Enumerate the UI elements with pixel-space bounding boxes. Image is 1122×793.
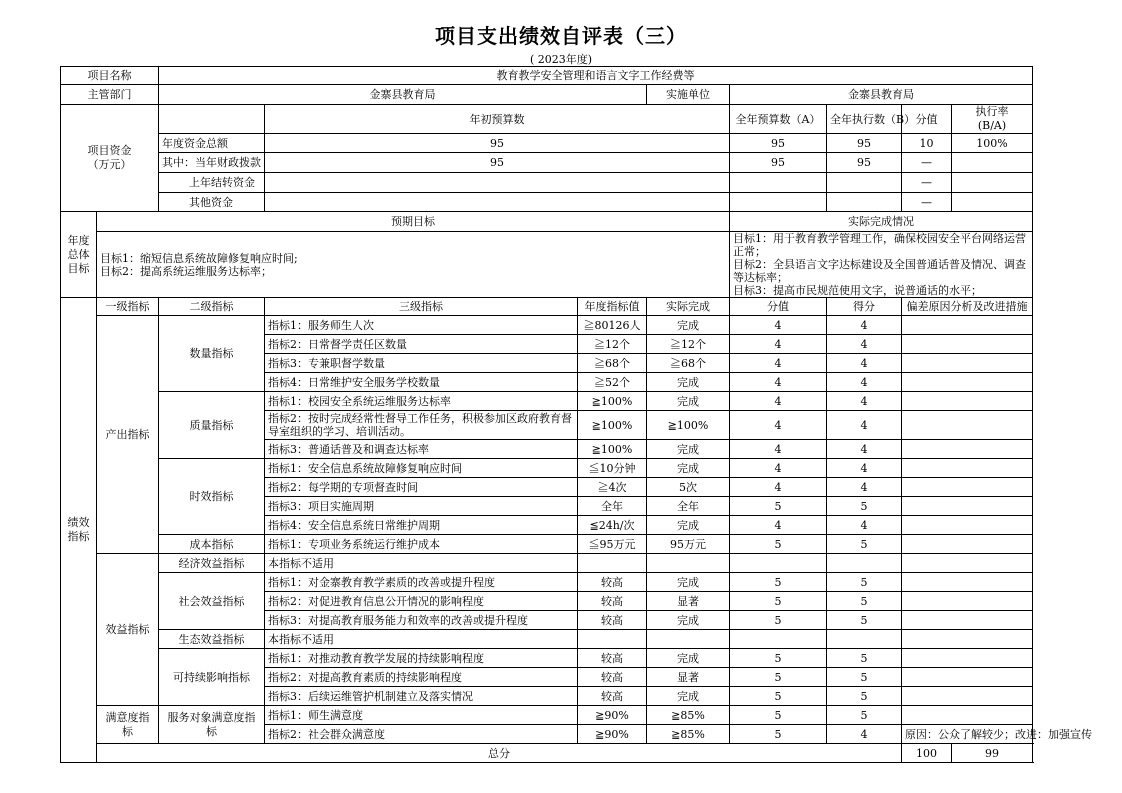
indicator-got: 5	[827, 611, 902, 630]
perf-header-score: 分值	[730, 298, 827, 316]
indicator-target: ≧100%	[578, 440, 647, 459]
indicator-name: 指标1：服务师生人次	[265, 316, 578, 335]
indicator-got: 4	[827, 316, 902, 335]
project-name-value: 教育教学安全管理和语言文字工作经费等	[159, 67, 1033, 85]
funds-initial: 95	[265, 153, 730, 173]
perf-header-actual: 实际完成	[647, 298, 730, 316]
indicator-target: ≦10分钟	[578, 459, 647, 478]
indicator-target: ≦95万元	[578, 535, 647, 554]
indicator-score: 5	[730, 592, 827, 611]
perf-header-got: 得分	[827, 298, 902, 316]
indicator-note	[902, 630, 1033, 649]
indicator-target: ≧52个	[578, 373, 647, 392]
indicator-name: 指标2：社会群众满意度	[265, 725, 578, 744]
indicator-got: 4	[827, 725, 902, 744]
indicator-name: 指标1：对金寨教育教学素质的改善或提升程度	[265, 573, 578, 592]
indicator-target: ≧100%	[578, 392, 647, 411]
funds-exec: 95	[827, 134, 902, 153]
l1-output: 产出指标	[97, 316, 159, 554]
l2-quality: 质量指标	[159, 392, 265, 459]
actual-goals-label: 实际完成情况	[730, 212, 1033, 232]
indicator-name: 本指标不适用	[265, 630, 578, 649]
funds-annual: 95	[730, 153, 827, 173]
indicator-name: 指标1：师生满意度	[265, 706, 578, 725]
funds-row	[61, 153, 1033, 173]
indicator-score: 4	[730, 392, 827, 411]
impl-label: 实施单位	[647, 85, 730, 105]
indicator-score	[730, 554, 827, 573]
indicator-got: 4	[827, 411, 902, 440]
l1-benefit: 效益指标	[97, 554, 159, 706]
goals-label: 年度 总体 目标	[61, 212, 97, 298]
report-year: ( 2023年度)	[529, 53, 593, 66]
funds-row	[61, 173, 1033, 193]
indicator-name: 指标3：普通话普及和调查达标率	[265, 440, 578, 459]
funds-header-rate: 执行率 (B/A)	[952, 105, 1033, 134]
funds-header-row	[61, 105, 1033, 134]
total-row	[61, 744, 1033, 763]
funds-initial	[265, 193, 730, 212]
perf-header-row	[61, 298, 1033, 316]
indicator-name: 本指标不适用	[265, 554, 578, 573]
indicator-target: 较高	[578, 687, 647, 706]
l2-cost: 成本指标	[159, 535, 265, 554]
indicator-target: ≧4次	[578, 478, 647, 497]
funds-row	[61, 134, 1033, 153]
funds-score: —	[902, 193, 952, 212]
project-name-label: 项目名称	[61, 67, 159, 85]
indicator-note	[902, 316, 1033, 335]
indicator-name: 指标3：项目实施周期	[265, 497, 578, 516]
indicator-actual: 完成	[647, 316, 730, 335]
funds-score: 10	[902, 134, 952, 153]
indicator-row	[61, 316, 1033, 335]
indicator-target: ≧90%	[578, 706, 647, 725]
department-row	[61, 85, 1033, 105]
indicator-note	[902, 354, 1033, 373]
indicator-actual: 全年	[647, 497, 730, 516]
indicator-actual: 完成	[647, 373, 730, 392]
indicator-name: 指标1：专项业务系统运行维护成本	[265, 535, 578, 554]
indicator-score: 4	[730, 459, 827, 478]
indicator-row	[61, 535, 1033, 554]
indicator-target: ≦24h/次	[578, 516, 647, 535]
indicator-note	[902, 592, 1033, 611]
perf-header-target: 年度指标值	[578, 298, 647, 316]
indicator-target: ≧100%	[578, 411, 647, 440]
indicator-name: 指标2：对提高教育素质的持续影响程度	[265, 668, 578, 687]
indicator-target: 较高	[578, 611, 647, 630]
indicator-actual: ≧85%	[647, 706, 730, 725]
indicator-actual: ≧100%	[647, 411, 730, 440]
indicator-note	[902, 335, 1033, 354]
indicator-name: 指标2：日常督学责任区数量	[265, 335, 578, 354]
indicator-got: 4	[827, 373, 902, 392]
l2-quantity: 数量指标	[159, 316, 265, 392]
funds-exec	[827, 173, 902, 193]
funds-rate	[952, 193, 1033, 212]
l2-social: 社会效益指标	[159, 573, 265, 630]
perf-header-l3: 三级指标	[265, 298, 578, 316]
indicator-actual: ≧85%	[647, 725, 730, 744]
indicator-name: 指标1：安全信息系统故障修复响应时间	[265, 459, 578, 478]
l2-econ: 经济效益指标	[159, 554, 265, 573]
indicator-note	[902, 649, 1033, 668]
indicator-name: 指标2：对促进教育信息公开情况的影响程度	[265, 592, 578, 611]
indicator-row	[61, 649, 1033, 668]
indicator-score: 5	[730, 573, 827, 592]
indicator-note	[902, 497, 1033, 516]
goals-header-row	[61, 212, 1033, 232]
indicator-name: 指标2：每学期的专项督查时间	[265, 478, 578, 497]
total-label: 总分	[97, 744, 902, 763]
indicator-name: 指标3：专兼职督学数量	[265, 354, 578, 373]
funds-header-exec: 全年执行数（B）	[827, 105, 902, 134]
l1-satisfaction: 满意度指 标	[97, 706, 159, 744]
indicator-actual	[647, 554, 730, 573]
funds-rate	[952, 153, 1033, 173]
page-title: 项目支出绩效自评表（三）	[435, 24, 687, 48]
perf-header-l2: 二级指标	[159, 298, 265, 316]
indicator-row	[61, 573, 1033, 592]
indicator-note	[902, 459, 1033, 478]
funds-annual	[730, 193, 827, 212]
indicator-score: 5	[730, 725, 827, 744]
perf-header-note: 偏差原因分析及改进措施	[902, 298, 1033, 316]
impl-value: 金寨县教育局	[730, 85, 1033, 105]
l2-sustain: 可持续影响指标	[159, 649, 265, 706]
indicator-actual: ≧12个	[647, 335, 730, 354]
funds-initial: 95	[265, 134, 730, 153]
indicator-target: ≧90%	[578, 725, 647, 744]
indicator-row	[61, 706, 1033, 725]
indicator-actual: 完成	[647, 573, 730, 592]
indicator-actual: 完成	[647, 459, 730, 478]
indicator-note	[902, 373, 1033, 392]
indicator-actual: 完成	[647, 649, 730, 668]
indicator-score: 5	[730, 497, 827, 516]
indicator-actual: 显著	[647, 592, 730, 611]
funds-rate	[952, 173, 1033, 193]
indicator-note: 原因：公众了解较少；改进：加强宣传	[902, 725, 1033, 744]
indicator-score: 4	[730, 440, 827, 459]
funds-annual: 95	[730, 134, 827, 153]
indicator-note	[902, 554, 1033, 573]
funds-exec: 95	[827, 153, 902, 173]
indicator-name: 指标4：日常维护安全服务学校数量	[265, 373, 578, 392]
indicator-note	[902, 516, 1033, 535]
indicator-actual	[647, 630, 730, 649]
expected-goals: 目标1：缩短信息系统故障修复响应时间; 目标2：提高系统运维服务达标率；	[97, 232, 730, 298]
indicator-score: 5	[730, 611, 827, 630]
funds-row-label: 其中：当年财政拨款	[159, 153, 265, 173]
indicator-score: 5	[730, 535, 827, 554]
indicator-got: 5	[827, 668, 902, 687]
indicator-note	[902, 573, 1033, 592]
funds-header-annual: 全年预算数（A）	[730, 105, 827, 134]
funds-header-initial: 年初预算数	[265, 105, 730, 134]
indicator-score: 4	[730, 354, 827, 373]
funds-row-label: 其他资金	[159, 193, 265, 212]
indicator-name: 指标1：对推动教育教学发展的持续影响程度	[265, 649, 578, 668]
l2-time: 时效指标	[159, 459, 265, 535]
indicator-got	[827, 554, 902, 573]
indicator-target: ≧68个	[578, 354, 647, 373]
indicator-target	[578, 630, 647, 649]
indicator-name: 指标4：安全信息系统日常维护周期	[265, 516, 578, 535]
indicator-actual: 完成	[647, 687, 730, 706]
dept-label: 主管部门	[61, 85, 159, 105]
funds-row-label: 年度资金总额	[159, 134, 265, 153]
indicator-target: ≧80126人	[578, 316, 647, 335]
indicator-target: 较高	[578, 573, 647, 592]
indicator-score: 4	[730, 478, 827, 497]
perf-header-l1: 一级指标	[97, 298, 159, 316]
funds-score: —	[902, 173, 952, 193]
indicator-actual: 显著	[647, 668, 730, 687]
perf-label: 绩效 指标	[61, 298, 97, 763]
indicator-actual: 5次	[647, 478, 730, 497]
funds-header-score: 分值	[902, 105, 952, 134]
indicator-score: 5	[730, 649, 827, 668]
goals-content-row	[61, 232, 1033, 298]
total-got: 99	[952, 744, 1033, 763]
indicator-got: 4	[827, 459, 902, 478]
indicator-score: 4	[730, 411, 827, 440]
indicator-got	[827, 630, 902, 649]
indicator-actual: ≧68个	[647, 354, 730, 373]
funds-rate: 100%	[952, 134, 1033, 153]
indicator-note	[902, 535, 1033, 554]
indicator-row	[61, 459, 1033, 478]
self-evaluation-table	[60, 66, 1092, 763]
indicator-got: 5	[827, 535, 902, 554]
total-score: 100	[902, 744, 952, 763]
indicator-got: 5	[827, 687, 902, 706]
indicator-note	[902, 687, 1033, 706]
indicator-target: ≧12个	[578, 335, 647, 354]
indicator-target	[578, 554, 647, 573]
indicator-note	[902, 706, 1033, 725]
indicator-score: 5	[730, 706, 827, 725]
indicator-got: 5	[827, 706, 902, 725]
indicator-note	[902, 611, 1033, 630]
indicator-name: 指标3：对提高教育服务能力和效率的改善或提升程度	[265, 611, 578, 630]
indicator-score	[730, 630, 827, 649]
indicator-name: 指标2：按时完成经常性督导工作任务，积极参加区政府教育督导室组织的学习、培训活动。	[265, 411, 578, 440]
l2-eco: 生态效益指标	[159, 630, 265, 649]
indicator-actual: 95万元	[647, 535, 730, 554]
project-name-row	[61, 67, 1033, 85]
indicator-note	[902, 440, 1033, 459]
expected-goals-label: 预期目标	[97, 212, 730, 232]
indicator-note	[902, 411, 1033, 440]
indicator-target: 全年	[578, 497, 647, 516]
indicator-score: 4	[730, 373, 827, 392]
indicator-got: 4	[827, 354, 902, 373]
indicator-score: 4	[730, 335, 827, 354]
indicator-note	[902, 392, 1033, 411]
indicator-actual: 完成	[647, 392, 730, 411]
indicator-got: 5	[827, 592, 902, 611]
indicator-row	[61, 392, 1033, 411]
funds-row-label: 上年结转资金	[159, 173, 265, 193]
indicator-score: 4	[730, 316, 827, 335]
indicator-target: 较高	[578, 592, 647, 611]
dept-value: 金寨县教育局	[159, 85, 647, 105]
funds-label: 项目资金 （万元）	[61, 105, 159, 212]
indicator-got: 5	[827, 649, 902, 668]
funds-header-blank	[159, 105, 265, 134]
l2-service: 服务对象满意度指 标	[159, 706, 265, 744]
indicator-name: 指标1：校园安全系统运维服务达标率	[265, 392, 578, 411]
indicator-actual: 完成	[647, 611, 730, 630]
indicator-target: 较高	[578, 668, 647, 687]
indicator-row	[61, 554, 1033, 573]
funds-initial	[265, 173, 730, 193]
funds-row	[61, 193, 1033, 212]
funds-annual	[730, 173, 827, 193]
actual-goals: 目标1：用于教育教学管理工作，确保校园安全平台网络运营正常； 目标2：全县语言文字达标建设及全国普通话普及情况、调查等达标率； 目标3：提高市民规范使用文字，说普通话的水平；	[730, 232, 1033, 298]
indicator-actual: 完成	[647, 516, 730, 535]
funds-score: —	[902, 153, 952, 173]
indicator-score: 4	[730, 516, 827, 535]
indicator-score: 5	[730, 668, 827, 687]
indicator-got: 4	[827, 392, 902, 411]
indicator-got: 4	[827, 516, 902, 535]
indicator-target: 较高	[578, 649, 647, 668]
funds-exec	[827, 193, 902, 212]
indicator-got: 5	[827, 573, 902, 592]
indicator-got: 4	[827, 440, 902, 459]
indicator-name: 指标3：后续运维管护机制建立及落实情况	[265, 687, 578, 706]
indicator-got: 4	[827, 335, 902, 354]
indicator-row	[61, 630, 1033, 649]
indicator-got: 4	[827, 478, 902, 497]
indicator-actual: 完成	[647, 440, 730, 459]
indicator-note	[902, 668, 1033, 687]
indicator-got: 5	[827, 497, 902, 516]
indicator-score: 5	[730, 687, 827, 706]
indicator-note	[902, 478, 1033, 497]
